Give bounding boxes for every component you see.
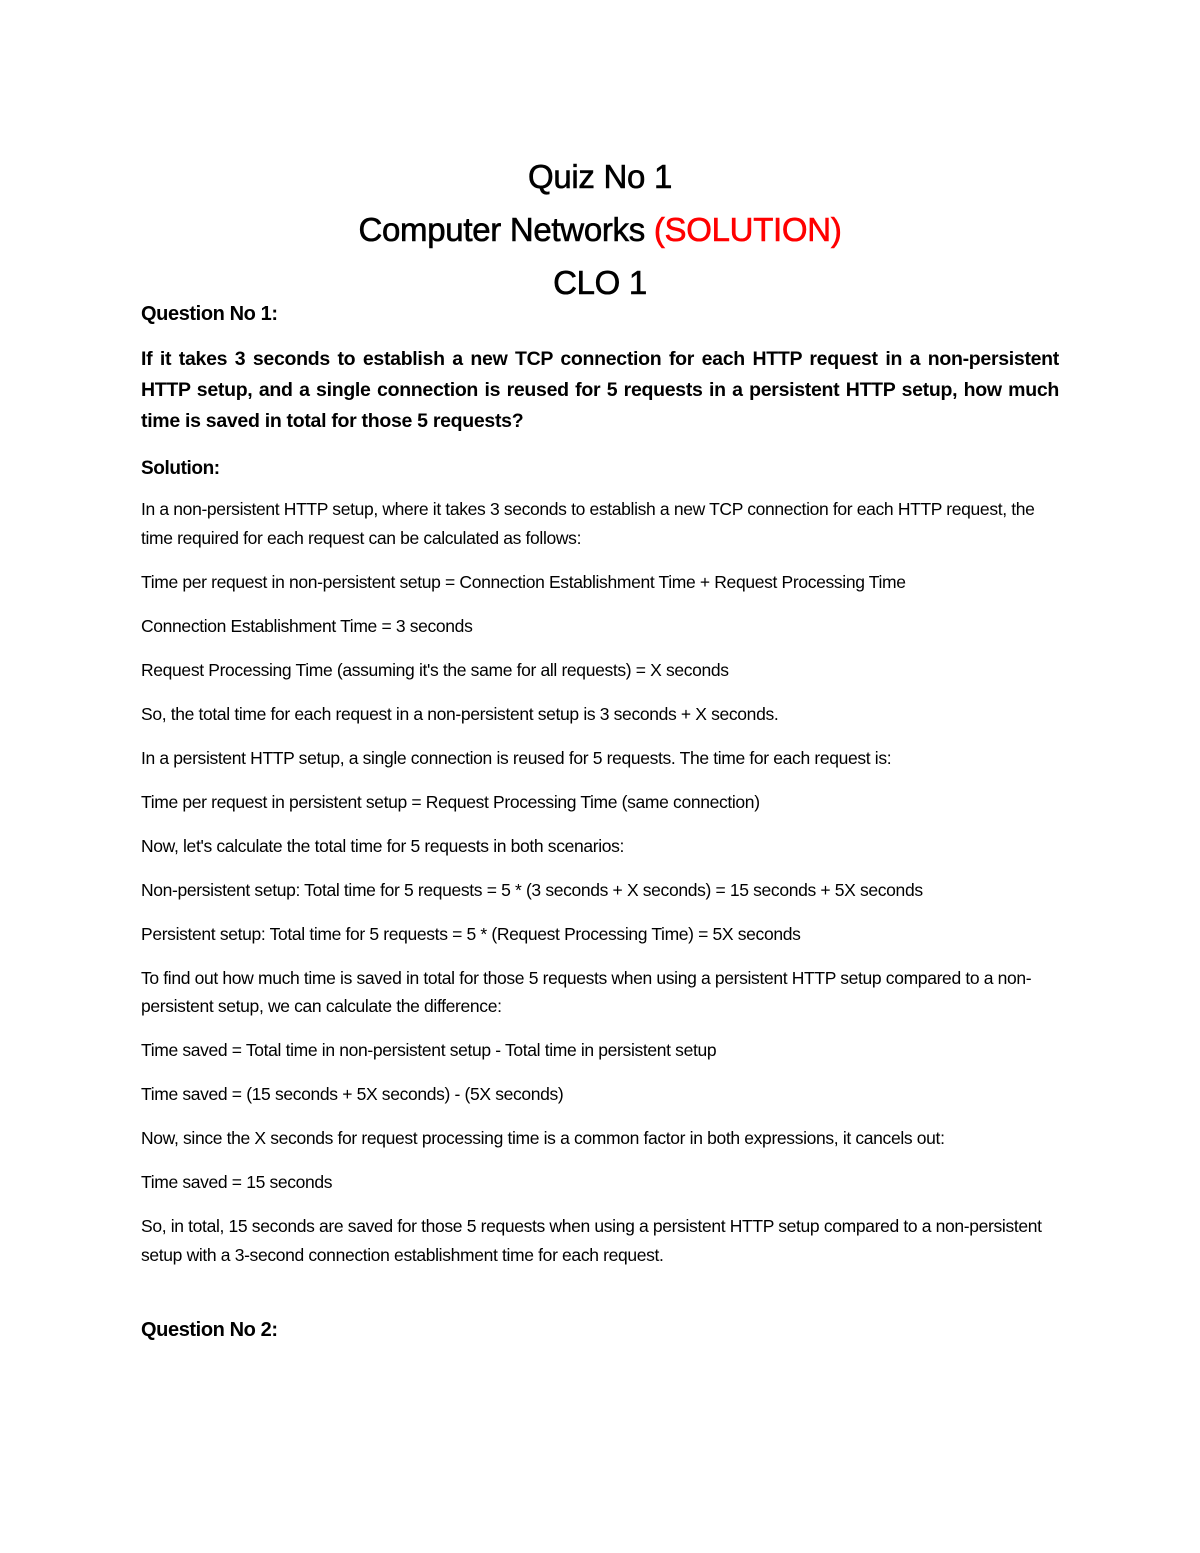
solution-paragraph: In a persistent HTTP setup, a single connection is reused for 5 requests. The time for each request is: — [141, 747, 892, 768]
question-1-heading: Question No 1: — [141, 303, 278, 325]
solution-paragraph: Now, let's calculate the total time for 5 requests in both scenarios: — [141, 835, 625, 856]
question-1-text: If it takes 3 seconds to establish a new TCP connection for each HTTP request in a non-persistent HTTP setup, and a single connection is reused for 5 requests in a persistent HTTP setup, how much time is saved in total for those 5 requests? — [141, 348, 1059, 432]
solution-paragraph: Time saved = (15 seconds + 5X seconds) - (5X seconds) — [141, 1084, 564, 1104]
course-name: Computer Networks — [358, 211, 645, 248]
solution-paragraph: Connection Establishment Time = 3 seconds — [141, 615, 473, 636]
solution-paragraph: Non-persistent setup: Total time for 5 requests = 5 * (3 seconds + X seconds) = 15 seconds + 5X seconds — [141, 879, 923, 900]
solution-paragraph: Persistent setup: Total time for 5 requests = 5 * (Request Processing Time) = 5X seconds — [141, 923, 801, 944]
solution-paragraph: Time saved = Total time in non-persistent setup - Total time in persistent setup — [141, 1040, 717, 1060]
document-body — [141, 299, 1059, 1360]
title-block — [0, 150, 1200, 309]
solution-paragraph: Time saved = 15 seconds — [141, 1172, 333, 1192]
solution-heading: Solution: — [141, 458, 220, 479]
solution-paragraph: Time per request in persistent setup = Request Processing Time (same connection) — [141, 791, 760, 812]
solution-paragraph: So, the total time for each request in a non-persistent setup is 3 seconds + X seconds. — [141, 703, 779, 724]
solution-paragraph: In a non-persistent HTTP setup, where it takes 3 seconds to establish a new TCP connection for each HTTP request, the time required for each request can be calculated as follows: — [141, 499, 1035, 548]
question-2-heading: Question No 2: — [141, 1318, 278, 1341]
solution-paragraph: To find out how much time is saved in total for those 5 requests when using a persistent HTTP setup compared to a non-persistent setup, we can calculate the difference: — [141, 967, 1032, 1016]
solution-paragraph: Now, since the X seconds for request processing time is a common factor in both expressions, it cancels out: — [141, 1128, 945, 1148]
solution-paragraph: Request Processing Time (assuming it's the same for all requests) = X seconds — [141, 659, 729, 680]
solution-paragraph: Time per request in non-persistent setup = Connection Establishment Time + Request Processing Time — [141, 571, 906, 592]
section-spacer — [141, 1285, 1059, 1315]
quiz-title: Quiz No 1 — [527, 158, 673, 195]
solution-paragraph: So, in total, 15 seconds are saved for those 5 requests when using a persistent HTTP setup compared to a non-persistent setup with a 3-second connection establishment time for each request. — [141, 1216, 1042, 1265]
solution-tag: (SOLUTION) — [653, 211, 842, 248]
course-title — [0, 203, 1200, 256]
clo-label: CLO 1 — [553, 264, 647, 301]
